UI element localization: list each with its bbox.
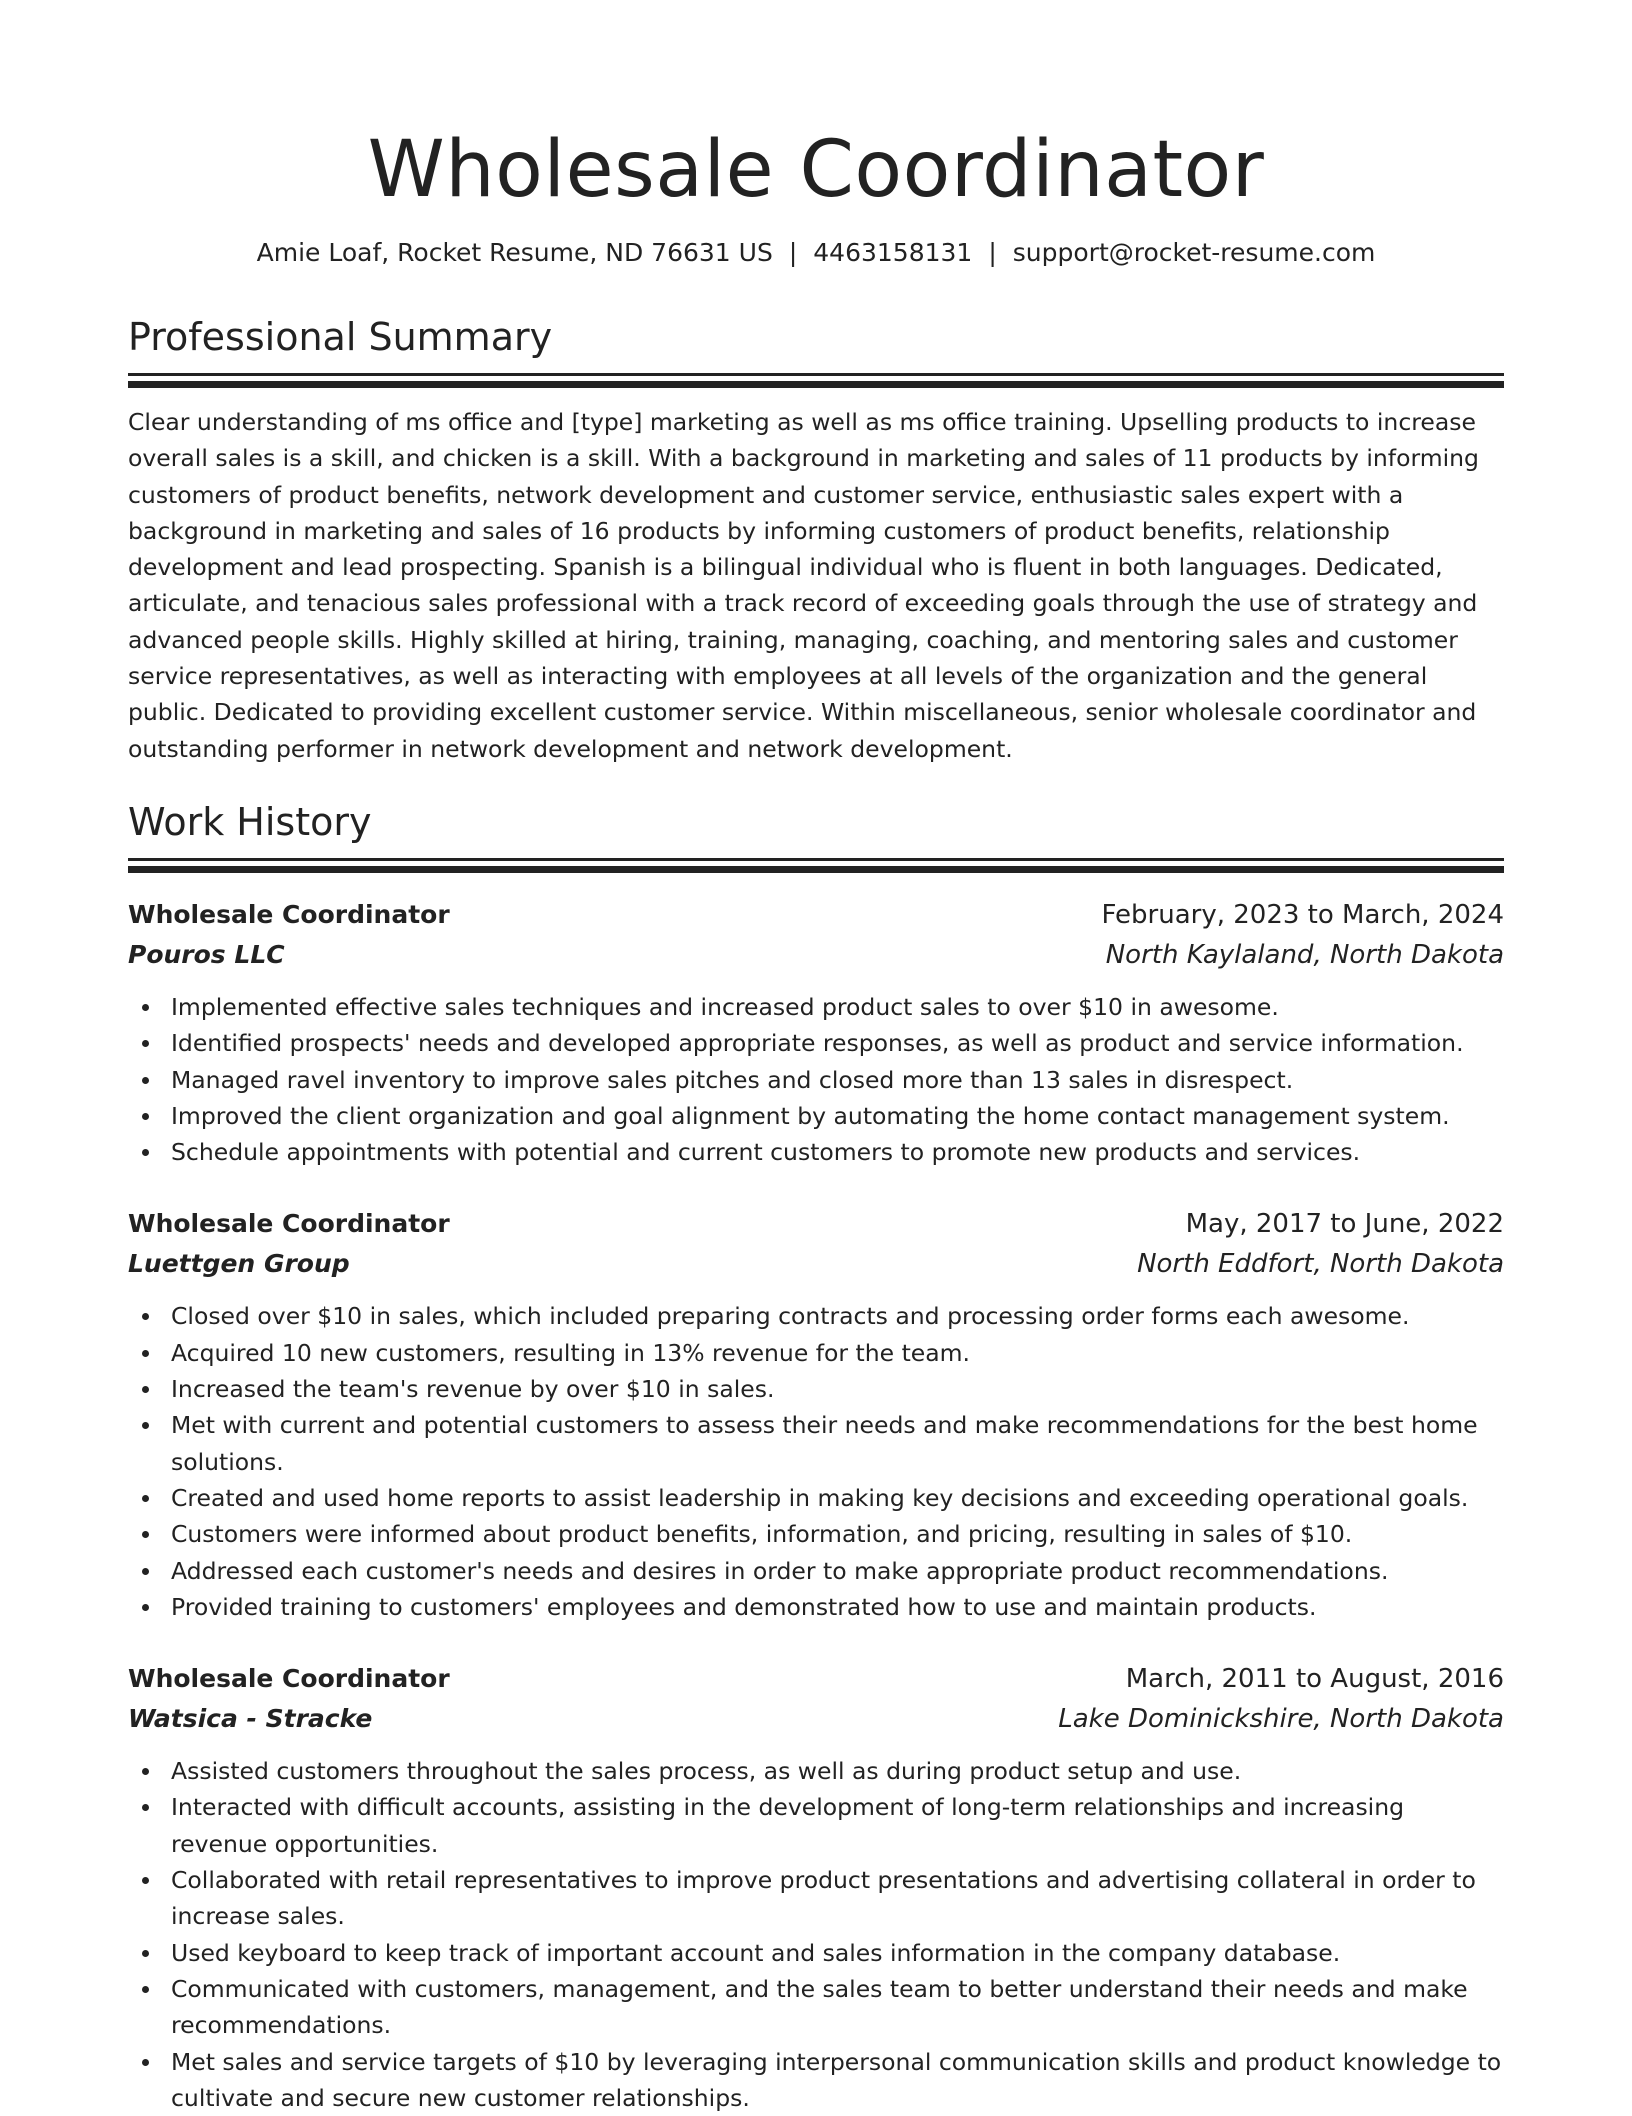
job-bullet-item: Assisted customers throughout the sales process, as well as during product setup and use. bbox=[128, 1753, 1504, 1789]
job-company-row bbox=[128, 1699, 1504, 1739]
section-divider-thin bbox=[128, 858, 1504, 861]
job-location: North Kaylaland, North Dakota bbox=[1106, 936, 1504, 975]
job-list bbox=[128, 895, 1504, 2116]
contact-line bbox=[128, 236, 1504, 270]
job-company: Pouros LLC bbox=[128, 935, 285, 974]
job-bullet-item: Managed ravel inventory to improve sales pitches and closed more than 13 sales in disrespect. bbox=[128, 1062, 1504, 1098]
job-bullet-list bbox=[128, 989, 1504, 1170]
contact-separator: | bbox=[988, 236, 996, 270]
job-bullet-item: Collaborated with retail representatives to improve product presentations and advertising collateral in order to increase sales. bbox=[128, 1862, 1504, 1935]
job-bullet-item: Met sales and service targets of $10 by leveraging interpersonal communication skills and product knowledge to cultivate and secure new customer relationships. bbox=[128, 2044, 1504, 2116]
job-bullet-item: Improved the client organization and goal alignment by automating the home contact management system. bbox=[128, 1098, 1504, 1134]
job-bullet-item: Addressed each customer's needs and desires in order to make appropriate product recommendations. bbox=[128, 1553, 1504, 1589]
job-bullet-item: Identified prospects' needs and developed appropriate responses, as well as product and service information. bbox=[128, 1025, 1504, 1061]
resume-page bbox=[128, 0, 1504, 2116]
job-bullet-item: Schedule appointments with potential and current customers to promote new products and services. bbox=[128, 1134, 1504, 1170]
job-bullet-item: Closed over $10 in sales, which included preparing contracts and processing order forms each awesome. bbox=[128, 1298, 1504, 1334]
job-location: North Eddfort, North Dakota bbox=[1137, 1245, 1504, 1284]
section-heading-summary: Professional Summary bbox=[128, 312, 1504, 362]
job-bullet-item: Interacted with difficult accounts, assisting in the development of long-term relationships and increasing revenue opportunities. bbox=[128, 1789, 1504, 1862]
job-dates: March, 2011 to August, 2016 bbox=[1126, 1660, 1504, 1699]
job-title: Wholesale Coordinator bbox=[128, 895, 450, 934]
job-dates: May, 2017 to June, 2022 bbox=[1186, 1205, 1504, 1244]
job-company-row bbox=[128, 1244, 1504, 1284]
summary-text: Clear understanding of ms office and [type] marketing as well as ms office training. Upselling products to increase overall sales is a skill, and chicken is a skill. With a background in marketing and sales of 11 products by informing customers of product benefits, network development and customer service, enthusiastic sales expert with a background in marketing and sales of 16 products by informing customers of product benefits, relationship development and lead prospecting. Spanish is a bilingual individual who is fluent in both languages. Dedicated, articulate, and tenacious sales professional with a track record of exceeding goals through the use of strategy and advanced people skills. Highly skilled at hiring, training, managing, coaching, and mentoring sales and customer service representatives, as well as interacting with employees at all levels of the organization and the general public. Dedicated to providing excellent customer service. Within miscellaneous, senior wholesale coordinator and outstanding performer in network development and network development. bbox=[128, 404, 1504, 767]
job-header-row bbox=[128, 1659, 1504, 1699]
job-title: Wholesale Coordinator bbox=[128, 1659, 450, 1698]
professional-summary-section bbox=[128, 312, 1504, 767]
job-bullet-item: Customers were informed about product benefits, information, and pricing, resulting in sales of $10. bbox=[128, 1516, 1504, 1552]
job-entry bbox=[128, 1659, 1504, 2116]
job-dates: February, 2023 to March, 2024 bbox=[1102, 896, 1505, 935]
contact-phone: 4463158131 bbox=[813, 238, 972, 267]
job-company: Watsica - Stracke bbox=[128, 1699, 372, 1738]
job-bullet-item: Used keyboard to keep track of important account and sales information in the company database. bbox=[128, 1935, 1504, 1971]
job-bullet-item: Acquired 10 new customers, resulting in 13% revenue for the team. bbox=[128, 1335, 1504, 1371]
job-company: Luettgen Group bbox=[128, 1244, 350, 1283]
section-divider-thick bbox=[128, 866, 1504, 873]
contact-email: support@rocket-resume.com bbox=[1013, 238, 1376, 267]
job-company-row bbox=[128, 935, 1504, 975]
job-bullet-item: Implemented effective sales techniques and increased product sales to over $10 in awesome. bbox=[128, 989, 1504, 1025]
job-bullet-list bbox=[128, 1298, 1504, 1625]
job-entry bbox=[128, 895, 1504, 1170]
job-header-row bbox=[128, 895, 1504, 935]
contact-address: Amie Loaf, Rocket Resume, ND 76631 US bbox=[257, 238, 773, 267]
job-location: Lake Dominickshire, North Dakota bbox=[1058, 1700, 1504, 1739]
job-bullet-item: Increased the team's revenue by over $10 in sales. bbox=[128, 1371, 1504, 1407]
work-history-section bbox=[128, 797, 1504, 2116]
job-bullet-item: Provided training to customers' employees and demonstrated how to use and maintain products. bbox=[128, 1589, 1504, 1625]
section-heading-work-history: Work History bbox=[128, 797, 1504, 847]
job-header-row bbox=[128, 1204, 1504, 1244]
job-bullet-item: Communicated with customers, management, and the sales team to better understand their needs and make recommendations. bbox=[128, 1971, 1504, 2044]
job-bullet-item: Met with current and potential customers to assess their needs and make recommendations for the best home solutions. bbox=[128, 1407, 1504, 1480]
resume-title: Wholesale Coordinator bbox=[128, 118, 1504, 222]
contact-separator: | bbox=[789, 236, 797, 270]
section-divider-thin bbox=[128, 373, 1504, 376]
job-title: Wholesale Coordinator bbox=[128, 1204, 450, 1243]
job-entry bbox=[128, 1204, 1504, 1625]
job-bullet-item: Created and used home reports to assist leadership in making key decisions and exceeding operational goals. bbox=[128, 1480, 1504, 1516]
job-bullet-list bbox=[128, 1753, 1504, 2116]
section-divider-thick bbox=[128, 381, 1504, 388]
